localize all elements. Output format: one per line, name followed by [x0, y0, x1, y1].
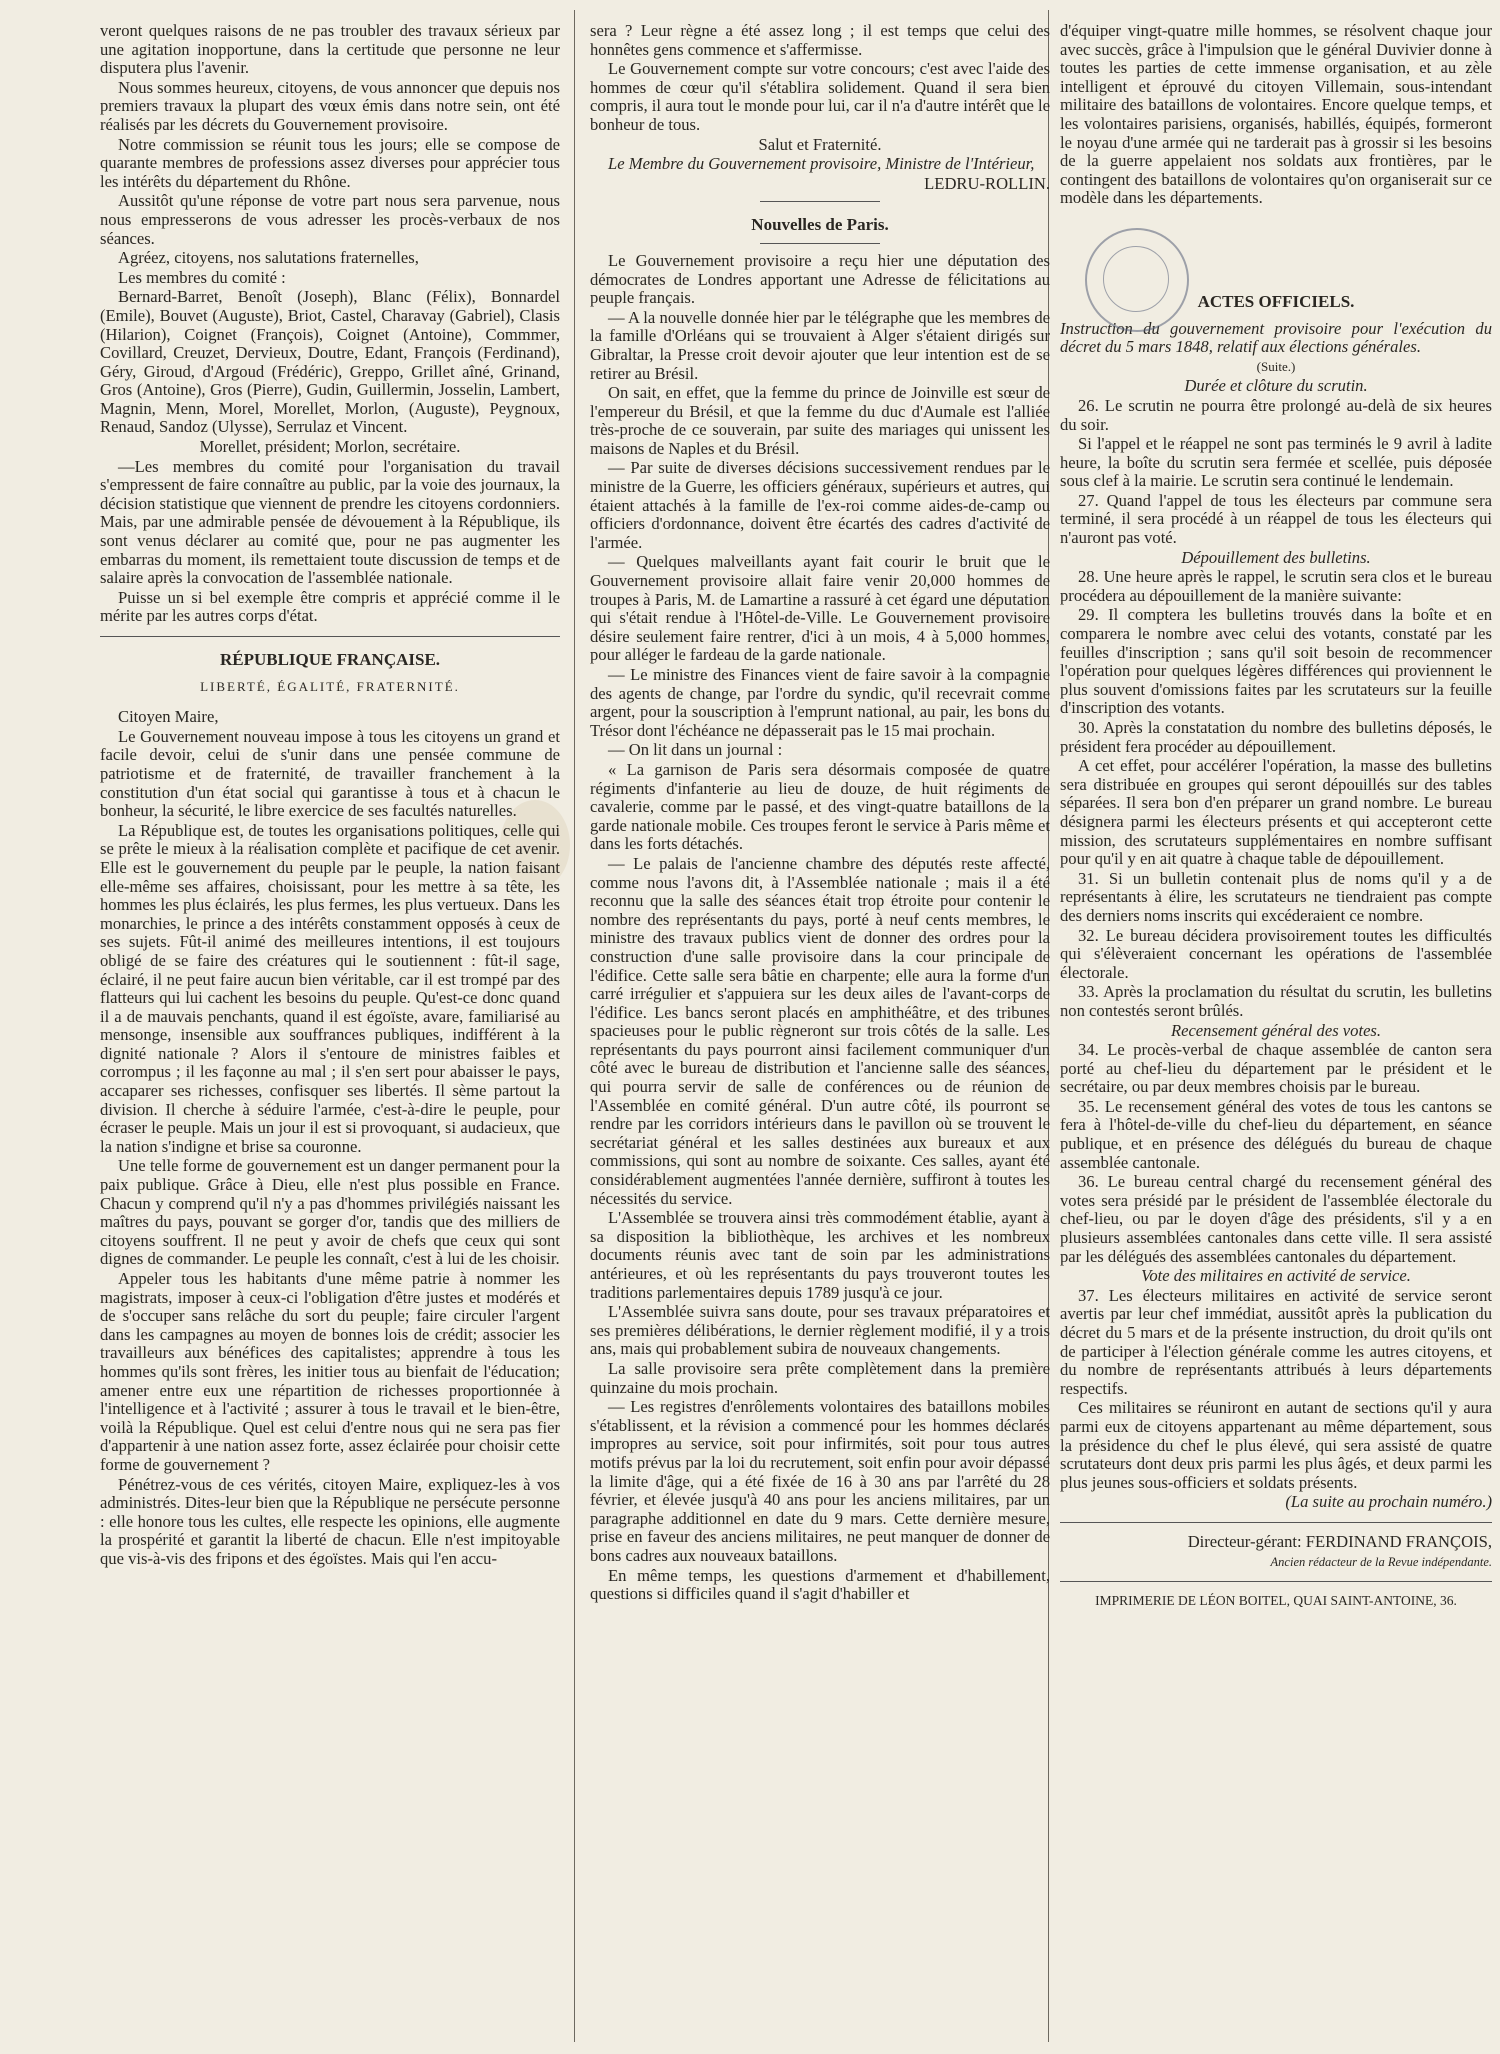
- paragraph: Notre commission se réunit tous les jours; elle se compose de quarante membres de professions assez diverses pour apprécier tous les intérêts du département du Rhône.: [100, 134, 560, 191]
- instruction-title: Instruction du gouvernement provisoire pour l'exécution du décret du 5 mars 1848, relatif aux élections générales.: [1060, 318, 1492, 357]
- paragraph: sera ? Leur règne a été assez long ; il est temps que celui des honnêtes gens commence et s'affermisse.: [590, 22, 1050, 59]
- paragraph: — Quelques malveillants ayant fait courir le bruit que le Gouvernement provisoire allait faire venir 20,000 hommes de troupes à Paris, M. de Lamartine a rassuré à cet égard une députation qui s'était rendue à l'Hôtel-de-Ville. Le Gouvernement provisoire désire seulement faire rentrer, d'ici à un mois, 4 à 5,000 hommes, pour alléger le fardeau de la garde nationale.: [590, 552, 1050, 665]
- paragraph: La salle provisoire sera prête complètement dans la première quinzaine du mois prochain.: [590, 1358, 1050, 1397]
- paragraph: Le Gouvernement compte sur votre concours; c'est avec l'aide des hommes de cœur qu'il s'établira solidement. Quand il sera bien compris, il aura tout le monde pour lui, car il n'a d'autre intérêt que le bonheur de tous.: [590, 59, 1050, 134]
- sub-heading: Vote des militaires en activité de service.: [1141, 1266, 1411, 1286]
- article: 34. Le procès-verbal de chaque assemblée de canton sera porté au chef-lieu du département par le président et le secrétaire, ou par deux membres choisis par le bureau.: [1060, 1040, 1492, 1097]
- sub-heading: Durée et clôture du scrutin.: [1184, 376, 1368, 396]
- paragraph: — Par suite de diverses décisions successivement rendues par le ministre de la Guerre, les officiers généraux, supérieurs et autres, qui étaient attachés à la famille de l'ex-roi comme aides-de-camp ou officiers d'ordonnance, doivent être écartés des cadres d'activité de l'armée.: [590, 458, 1050, 552]
- ancien-redacteur: Ancien rédacteur de la Revue indépendante.: [1270, 1554, 1492, 1569]
- article: Ces militaires se réuniront en autant de sections qu'il y aura parmi eux de citoyens appartenant au même département, sous la présidence du chef le plus élevé, qui sera assisté de quatre scrutateurs dont deux pris parmi les plus âgés, et deux parmi les plus jeunes sous-officiers et soldats présents.: [1060, 1398, 1492, 1492]
- imprimerie: IMPRIMERIE DE LÉON BOITEL, QUAI SAINT-ANTOINE, 36.: [1095, 1593, 1457, 1609]
- article: 30. Après la constatation du nombre des bulletins déposés, le président fera procéder au dépouillement.: [1060, 718, 1492, 756]
- suite-label: (Suite.): [1256, 358, 1296, 374]
- paragraph: En même temps, les questions d'armement et d'habillement, questions si difficiles quand il s'agit d'habiller et: [590, 1565, 1050, 1604]
- members-label: Les membres du comité :: [118, 267, 286, 287]
- paragraph: Appeler tous les habitants d'une même patrie à nommer les magistrats, imposer à ceux-ci l'obligation d'être justes et modérés et de s'occuper sans relâche du sort du peuple; faire circuler l'argent dans les campagnes au moyen de bonnes lois de crédit; associer les travailleurs aux bénéfices des capitalistes; apprendre à tous les hommes qu'ils sont frères, les initier tous au bienfait de l'éducation; amener entre eux une répartition de richesses proportionnée à l'intelligence et à l'activité ; assurer à tous le travail et le bien-être, voilà la République. Quel est celui d'entre nous qui ne sera pas fier d'appartenir à une nation assez forte, assez éclairée pour choisir cette forme de gouvernement ?: [100, 1269, 560, 1474]
- section-title: RÉPUBLIQUE FRANÇAISE.: [219, 650, 441, 669]
- paragraph: — On lit dans un journal :: [608, 740, 783, 760]
- divider: [1060, 1581, 1492, 1582]
- minister-title: Le Membre du Gouvernement provisoire, Ministre de l'Intérieur,: [608, 154, 1035, 174]
- devise: LIBERTÉ, ÉGALITÉ, FRATERNITÉ.: [200, 678, 460, 694]
- divider: [760, 243, 880, 244]
- paragraph: Le Gouvernement nouveau impose à tous les citoyens un grand et facile devoir, celui de s'unir dans une pensée commune de patriotisme et de fraternité, de travailler franchement à la constitution d'un état social qui garantisse à tous et à chacun le bonheur, la sécurité, le libre exercice de ses facultés naturelles.: [100, 726, 560, 821]
- column-rule: [574, 10, 575, 2042]
- suite-footer: (La suite au prochain numéro.): [1285, 1492, 1492, 1512]
- article: 33. Après la proclamation du résultat du scrutin, les bulletins non contestés seront brûlés.: [1060, 982, 1492, 1020]
- paragraph: Agréez, citoyens, nos salutations fraternelles,: [118, 248, 419, 268]
- section-title: Nouvelles de Paris.: [751, 215, 889, 235]
- article: 26. Le scrutin ne pourra être prolongé au-delà de six heures du soir.: [1060, 395, 1492, 434]
- column-left: [100, 22, 560, 2034]
- article: 29. Il comptera les bulletins trouvés dans la boîte et en comparera le nombre avec celui des votants, constaté par les feuilles d'inscription ; sans qu'il soit besoin de recommencer l'opération pour quelques légères différences qui proviennent le plus souvent d'omissions faites par les scrutateurs sur la feuille d'inscription des votants.: [1060, 605, 1492, 718]
- paragraph: L'Assemblée suivra sans doute, pour ses travaux préparatoires et ses premières délibérations, le dernier règlement modifié, il y a trois ans, mais qui probablement subira de nouveaux changements.: [590, 1302, 1050, 1359]
- article: 28. Une heure après le rappel, le scrutin sera clos et le bureau procédera au dépouillement de la manière suivante:: [1060, 567, 1492, 605]
- paragraph: veront quelques raisons de ne pas troubler des travaux sérieux par une agitation inopportune, dans la certitude que personne ne leur disputera plus l'avenir.: [100, 22, 560, 78]
- paragraph: On sait, en effet, que la femme du prince de Joinville est sœur de l'empereur du Brésil, et que la femme du duc d'Aumale est l'alliée très-proche de ce souverain, par suite des mariages qui unissent les maisons de Naples et du Brésil.: [590, 383, 1050, 458]
- paragraph: Puisse un si bel exemple être compris et apprécié comme il le mérite par les autres corps d'état.: [100, 587, 560, 626]
- paragraph: « La garnison de Paris sera désormais composée de quatre régiments d'infanterie au lieu de douze, de huit régiments de cavalerie, comme par le passé, et des vingt-quatre bataillons de la garde nationale mobile. Ces troupes feront le service à Paris même et dans les forts détachés.: [590, 759, 1050, 854]
- paragraph: Une telle forme de gouvernement est un danger permanent pour la paix publique. Grâce à Dieu, elle n'est plus possible en France. Chacun y comprend qu'il n'y a pas d'hommes privilégiés naissant les maîtres du pays, pouvant se gorger d'or, tandis que des milliers de citoyens souffrent. Il ne peut y avoir de chefs que ceux qui sont dignes de commander. Le peuple les connaît, c'est à lui de les choisir.: [100, 1156, 560, 1269]
- divider: [1060, 1522, 1492, 1523]
- paragraph: — Le ministre des Finances vient de faire savoir à la compagnie des agents de change, par l'ordre du syndic, qu'il recevrait comme argent, pour la souscription à l'emprunt national, au pair, les bons du Trésor dont l'échéance ne dépasserait pas le 15 mai prochain.: [590, 665, 1050, 740]
- paragraph: — Les registres d'enrôlements volontaires des bataillons mobiles s'établissent, et la révision a commencé pour les hommes déclarés impropres au service, soit pour infirmités, soit pour tous autres motifs prévus par la loi du recrutement, soit enfin pour avoir dépassé la limite d'âge, qui a été fixée de 16 à 30 ans par l'arrêté du 28 février, et élevée jusqu'à 40 ans pour les anciens militaires, par un paragraphe additionnel en date du 9 mars. Cette dernière mesure, prise en faveur des anciens militaires, ne peut manquer de donner de bons cadres aux nouveaux bataillons.: [590, 1397, 1050, 1565]
- paragraph: La République est, de toutes les organisations politiques, celle qui se prête le mieux à la réalisation complète et pacifique de cet avenir. Elle est le gouvernement du peuple par le peuple, la nation faisant elle-même ses affaires, choisissant, pour les mettre à sa tête, les hommes les plus éclairés, les plus fermes, les plus vertueux. Dans les monarchies, le prince a des intérêts constamment opposés à ceux de ses sujets. Fût-il animé des meilleures intentions, il est toujours obligé de se faire des créatures qui le soutiennent : fût-il sage, éclairé, il ne peut faire aucun bien véritable, car il est trompé par des flatteurs qui lui cachent les besoins du peuple. Qu'est-ce donc quand il a de mauvais penchants, quand il est égoïste, avare, familiarisé au mensonge, insensible aux souffrances publiques, indifférent à la dignité nationale ? Alors il s'entoure de ministres faibles et corrompus ; il les façonne au mal ; il s'en sert pour abaisser le pays, accaparer ses richesses, confisquer ses libertés. Il sème partout la division. Il cherche à séduire l'armée, c'est-à-dire le peuple, pour écraser le peuple. Mais un jour il est si provoquant, si audacieux, que la nation s'indigne et brise sa couronne.: [100, 820, 560, 1156]
- section-title: ACTES OFFICIELS.: [1197, 291, 1355, 311]
- salut: Salut et Fraternité.: [758, 134, 882, 154]
- paragraph: — A la nouvelle donnée hier par le télégraphe que les membres de la famille d'Orléans qui se trouvaient à Alger s'étaient dirigés sur Gibraltar, la Presse croit devoir ajouter que leur intention est de se retirer au Brésil.: [590, 307, 1050, 383]
- sub-heading: Dépouillement des bulletins.: [1181, 547, 1371, 567]
- divider: [760, 201, 880, 202]
- library-stamp: [1085, 228, 1189, 332]
- article: Si l'appel et le réappel ne sont pas terminés le 9 avril à ladite heure, la boîte du scrutin sera fermée et scellée, puis déposée sous clef à la mairie. Le scrutin sera continué le lendemain.: [1060, 434, 1492, 491]
- paragraph: Pénétrez-vous de ces vérités, citoyen Maire, expliquez-les à vos administrés. Dites-leur bien que la République ne persécute personne : elle honore tous les cultes, elle respecte les opinions, elle augmente la prospérité et garantit la liberté de chacun. Elle n'est impitoyable que vis-à-vis des fripons et des égoïstes. Mais qui l'en accu-: [100, 1474, 560, 1568]
- article: 31. Si un bulletin contenait plus de noms qu'il y a de représentants à élire, les scrutateurs ne tiendraient pas compte des derniers noms inscrits qui excéderaient ce nombre.: [1060, 868, 1492, 925]
- members-list: Bernard-Barret, Benoît (Joseph), Blanc (Félix), Bonnardel (Emile), Bouvet (Auguste), Briot, Castel, Charavay (Gabriel), Clasis (Hilarion), Coignet (François), Coignet (Antoine), Commmer, Covillard, Creuzet, Dervieux, Doutre, Edant, François (Ferdinand), Géry, Giroud, d'Argoud (Frédéric), Greppo, Grillet aîné, Grinand, Gros (Antoine), Gros (Pierre), Gudin, Guillermin, Josselin, Lambert, Magnin, Menn, Morel, Morellet, Morlon, (Auguste), Peygnoux, Renaud, Sandoz (Ulysse), Serrulaz et Vincent.: [100, 287, 560, 437]
- divider: [100, 636, 560, 637]
- article: 32. Le bureau décidera provisoirement toutes les difficultés qui s'élèveraient concernant les opérations de l'assemblée électorale.: [1060, 925, 1492, 982]
- signers: Morellet, président; Morlon, secrétaire.: [199, 437, 461, 457]
- article: 27. Quand l'appel de tous les électeurs par commune sera terminé, il sera procédé à un réappel de tous les électeurs qui n'auront pas voté.: [1060, 490, 1492, 548]
- paragraph: L'Assemblée se trouvera ainsi très commodément établie, ayant à sa disposition la bibliothèque, les archives et les nombreux documents réunis avec tant de soin par les administrations antérieures, et où les représentants du pays trouveront toutes les traditions parlementaires depuis 1789 jusqu'à ce jour.: [590, 1208, 1050, 1302]
- paragraph: Aussitôt qu'une réponse de votre part nous sera parvenue, nous nous empresserons de vous adresser les procès-verbaux de nos séances.: [100, 191, 560, 248]
- paragraph: d'équiper vingt-quatre mille hommes, se résolvent chaque jour avec succès, grâce à l'impulsion que le général Duvivier donne à toutes les parties de cette immense organisation, et au zèle intelligent et éprouvé du citoyen Villemain, sous-intendant militaire des bataillons de volontaires. Encore quelque temps, et les volontaires parisiens, organisés, habillés, équipés, formeront le noyau d'une armée qui ne tarderait pas à grossir si les besoins de la guerre appelaient nos soldats aux frontières, par le contingent des bataillons de volontaires qu'on organiserait sur ce modèle dans les départements.: [1060, 22, 1492, 208]
- minister-name: LEDRU-ROLLIN.: [924, 173, 1050, 193]
- directeur: Directeur-gérant: FERDINAND FRANÇOIS,: [1187, 1531, 1492, 1551]
- sub-heading: Recensement général des votes.: [1170, 1020, 1382, 1040]
- paragraph: Le Gouvernement provisoire a reçu hier une députation des démocrates de Londres apportant une Adresse de félicitations au peuple français.: [590, 250, 1050, 308]
- article: 37. Les électeurs militaires en activité de service seront avertis par leur chef immédiat, aussitôt après la publication du décret du 5 mars et de la présente instruction, du droit qu'ils ont de participer à l'élection générale comme les autres citoyens, et du nombre de représentants attribués à leurs départements respectifs.: [1060, 1285, 1492, 1398]
- column-middle: [590, 22, 1050, 2034]
- paragraph: — Le palais de l'ancienne chambre des députés reste affecté, comme nous l'avons dit, à l'Assemblée nationale ; mais il a été reconnu que la salle des séances était trop étroite pour contenir le nombre des représentants du pays, porté à neuf cents membres, le ministre des travaux publics vient de donner des ordres pour la construction d'une salle provisoire dans la cour principale de l'édifice. Cette salle sera bâtie en charpente; elle aura la forme d'un carré irrégulier et s'appuiera sur les deux ailes de l'avant-corps de l'édifice. Les bancs seront placés en amphithéâtre, et des tribunes spacieuses pour le public règneront sur trois côtés de la salle. Les représentants du pays pourront ainsi facilement communiquer d'un côté avec le bureau de distribution et l'ancienne salle des séances, qui pourra servir de salle de conférences ou de réunion de l'Assemblée en comité général. D'un autre côté, ils pourront se rendre par les corridors intérieurs dans le pavillon où se trouvent le secrétariat général et les salles destinées aux bureaux et aux commissions, qui sont au nombre de soixante. Ces salles, ayant été considérablement augmentées l'année dernière, suffiront à toutes les nécessités du service.: [590, 853, 1050, 1208]
- salutation: Citoyen Maire,: [118, 707, 219, 727]
- article: A cet effet, pour accélérer l'opération, la masse des bulletins sera distribuée en groupes qui seront dépouillés sur des tables séparées. Il sera bon d'en préparer un grand nombre. Le bureau désignera parmi les électeurs présents et qui accepteront cette mission, des scrutateurs supplémentaires en nombre suffisant pour qu'il y en ait quatre à chaque table de dépouillement.: [1060, 756, 1492, 869]
- paragraph: Nous sommes heureux, citoyens, de vous annoncer que depuis nos premiers travaux la plupart des vœux émis dans notre sein, ont été réalisés par les décrets du Gouvernement provisoire.: [100, 77, 560, 134]
- article: 35. Le recensement général des votes de tous les cantons se fera à l'hôtel-de-ville du chef-lieu du département, en séance publique, et en présence des délégués du bureau de chaque assemblée cantonale.: [1060, 1096, 1492, 1172]
- stamp-inner-ring: [1103, 246, 1169, 312]
- paragraph: —Les membres du comité pour l'organisation du travail s'empressent de faire connaître au public, par la voie des journaux, la décision statistique que viennent de prendre les citoyens cordonniers. Mais, par une admirable pensée de dévouement à la République, ils sont venus déclarer au comité que, pour ne pas augmenter les embarras du moment, ils remettaient toute discussion de temps et de salaire après la convocation de l'assemblée nationale.: [100, 456, 560, 588]
- article: 36. Le bureau central chargé du recensement général des votes sera présidé par le président de l'assemblée électorale du chef-lieu, ou par le doyen d'âge des présidents, s'il y a en plusieurs assemblées cantonales dans cette ville. Il sera assisté par les délégués des assemblées cantonales du département.: [1060, 1172, 1492, 1266]
